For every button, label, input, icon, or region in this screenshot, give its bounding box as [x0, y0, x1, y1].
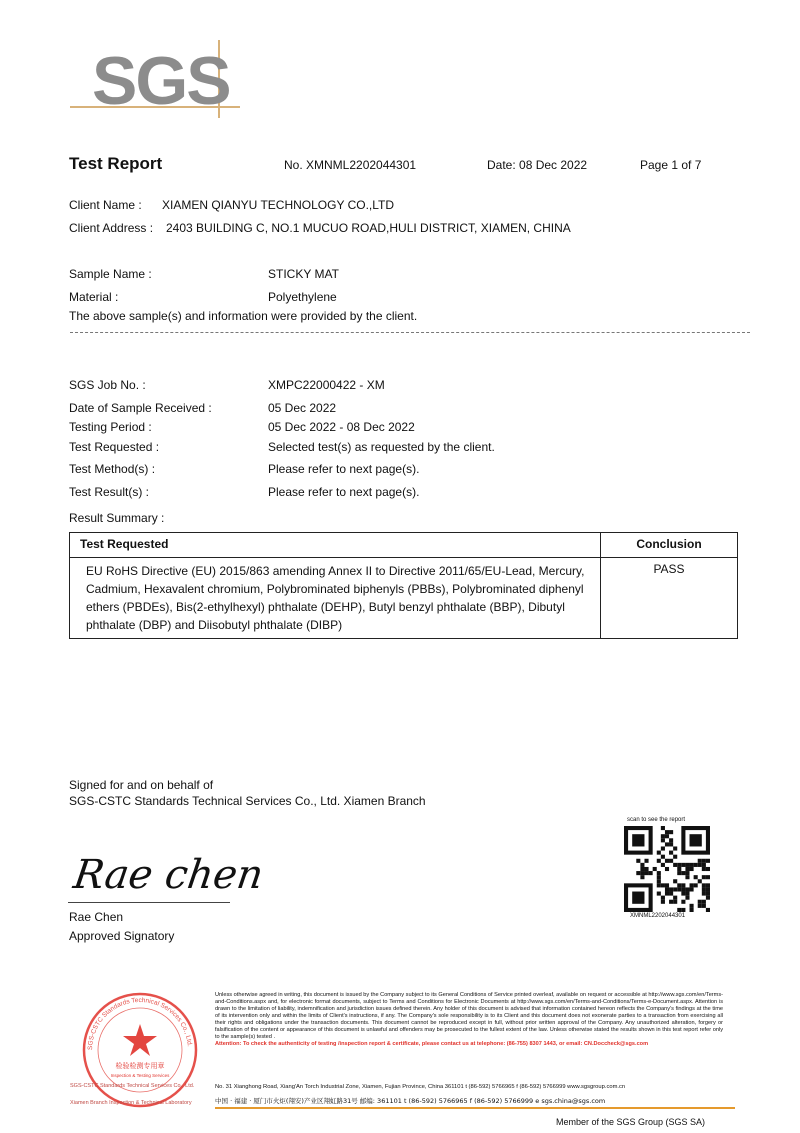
qr-code-icon[interactable] [624, 826, 710, 912]
col-header-test-requested: Test Requested [70, 533, 601, 558]
sample-note: The above sample(s) and information were provided by the client. [69, 309, 418, 323]
dashed-divider [70, 332, 750, 333]
stamp-under-line-1: SGS-CSTC Standards Technical Services Co., Ltd. [70, 1083, 195, 1089]
test-results-label: Test Result(s) : [69, 485, 150, 499]
result-summary-table [69, 532, 738, 639]
table-row [70, 558, 738, 639]
stamp-center-en: Inspection & Testing Services [110, 1073, 170, 1078]
material-label: Material : [69, 290, 119, 304]
test-methods-label: Test Method(s) : [69, 462, 156, 476]
received-date-label: Date of Sample Received : [69, 401, 212, 415]
report-number: No. XMNML2202044301 [284, 158, 417, 172]
job-number-label: SGS Job No. : [69, 378, 146, 392]
cell-test-requested: EU RoHS Directive (EU) 2015/863 amending Annex II to Directive 2011/65/EU-Lead, Mercury, Cadmium, Hexavalent chromium, Polybrominated biphenyls (PBBs), Polybrominated diphenyl ethers (PBDEs), Bis(2-ethylhexyl) phthalate (DEHP), Butyl benzyl phthalate (BBP), Dibutyl phthalate (DBP) and Diisobutyl phthalate (DIBP) [70, 558, 601, 639]
stamp-under-line-2: Xiamen Branch Inspection & Technical Laboratory [70, 1100, 192, 1106]
sample-name-label: Sample Name : [69, 267, 152, 281]
stamp-ring-text: SGS-CSTC Standards Technical Services Co., Ltd. [86, 996, 193, 1051]
sgs-group-member: Member of the SGS Group (SGS SA) [556, 1117, 706, 1127]
client-address-label: Client Address : [69, 221, 154, 235]
report-date: Date: 08 Dec 2022 [487, 158, 588, 172]
footer-attention: Attention: To check the authenticity of testing /inspection report & certificate, please contact us at telephone: (86-755) 8307 1443, or email: CN.Doccheck@sgs.com [215, 1041, 649, 1047]
received-date-value: 05 Dec 2022 [268, 401, 337, 415]
col-header-conclusion: Conclusion [601, 533, 738, 558]
sample-name-value: STICKY MAT [268, 267, 339, 281]
client-address-value: 2403 BUILDING C, NO.1 MUCUO ROAD,HULI DISTRICT, XIAMEN, CHINA [166, 221, 571, 235]
footer-rule [215, 1107, 735, 1109]
page-number: Page 1 of 7 [640, 158, 702, 172]
result-summary-label: Result Summary : [69, 511, 165, 525]
test-requested-value: Selected test(s) as requested by the client. [268, 440, 495, 454]
signatory-title: Approved Signatory [69, 929, 175, 943]
report-title: Test Report [69, 154, 163, 173]
signed-line-1: Signed for and on behalf of [69, 778, 214, 792]
footer-address-en: No. 31 Xianghong Road, Xiang'An Torch Industrial Zone, Xiamen, Fujian Province, China 361101 t (86-592) 5766965 f (86-592) 5766999 www.sgsgroup.com.cn [215, 1084, 626, 1090]
client-name-value: XIAMEN QIANYU TECHNOLOGY CO.,LTD [162, 198, 395, 212]
job-number-value: XMPC22000422 - XM [268, 378, 385, 392]
signed-line-2: SGS-CSTC Standards Technical Services Co., Ltd. Xiamen Branch [69, 794, 426, 808]
test-results-value: Please refer to next page(s). [268, 485, 420, 499]
material-value: Polyethylene [268, 290, 337, 304]
test-methods-value: Please refer to next page(s). [268, 462, 420, 476]
signatory-name: Rae Chen [69, 910, 124, 924]
table-header-row [70, 533, 738, 558]
testing-period-value: 05 Dec 2022 - 08 Dec 2022 [268, 420, 415, 434]
footer-address-cn: 中国 · 福建 · 厦门市火炬(翔安)产业区翔虹路31号 邮编: 361101 t (86-592) 5766965 f (86-592) 5766999 e sgs.china@sgs.com [215, 1097, 606, 1105]
logo-text: SGS [92, 43, 230, 119]
footer-disclaimer: Unless otherwise agreed in writing, this document is issued by the Company subject to its General Conditions of Service printed overleaf, available on request or accessible at http://www.sgs.com/en/Terms-and-Conditions.aspx and, for electronic format documents, subject to Terms and Conditions for Electronic Documents at http://www.sgs.com/en/Terms-and-Conditions/Terms-e-Document.aspx. Attention is drawn to the limitation of liability, indemnification and jurisdiction issues defined therein. Any holder of this document is advised that information contained hereon reflects the Company's findings at the time of its intervention only and within the limits of Client's instructions, if any. The Company's sole responsibility is to its Client and this document does not exonerate parties to a transaction from exercising all their rights and obligations under the transaction documents. This document cannot be reproduced except in full, without prior written approval of the Company. Any unauthorized alteration, forgery or falsification of the content or appearance of this document is unlawful and offenders may be prosecuted to the fullest extent of the law. Unless otherwise stated the results shown in this test report refer only to the sample(s) tested . [215, 992, 723, 1040]
qr-caption: scan to see the report [627, 817, 686, 823]
qr-report-code: XMNML2202044301 [630, 913, 686, 919]
client-name-label: Client Name : [69, 198, 142, 212]
stamp-center-cn: 检验检测专用章 [115, 1062, 165, 1070]
official-seal-stamp [80, 990, 200, 1110]
test-requested-label: Test Requested : [69, 440, 160, 454]
signature-line [68, 902, 230, 903]
footer-disclaimer-block [215, 992, 723, 1048]
cell-conclusion: PASS [601, 558, 738, 639]
testing-period-label: Testing Period : [69, 420, 152, 434]
handwritten-signature: Rae chen [70, 852, 267, 898]
